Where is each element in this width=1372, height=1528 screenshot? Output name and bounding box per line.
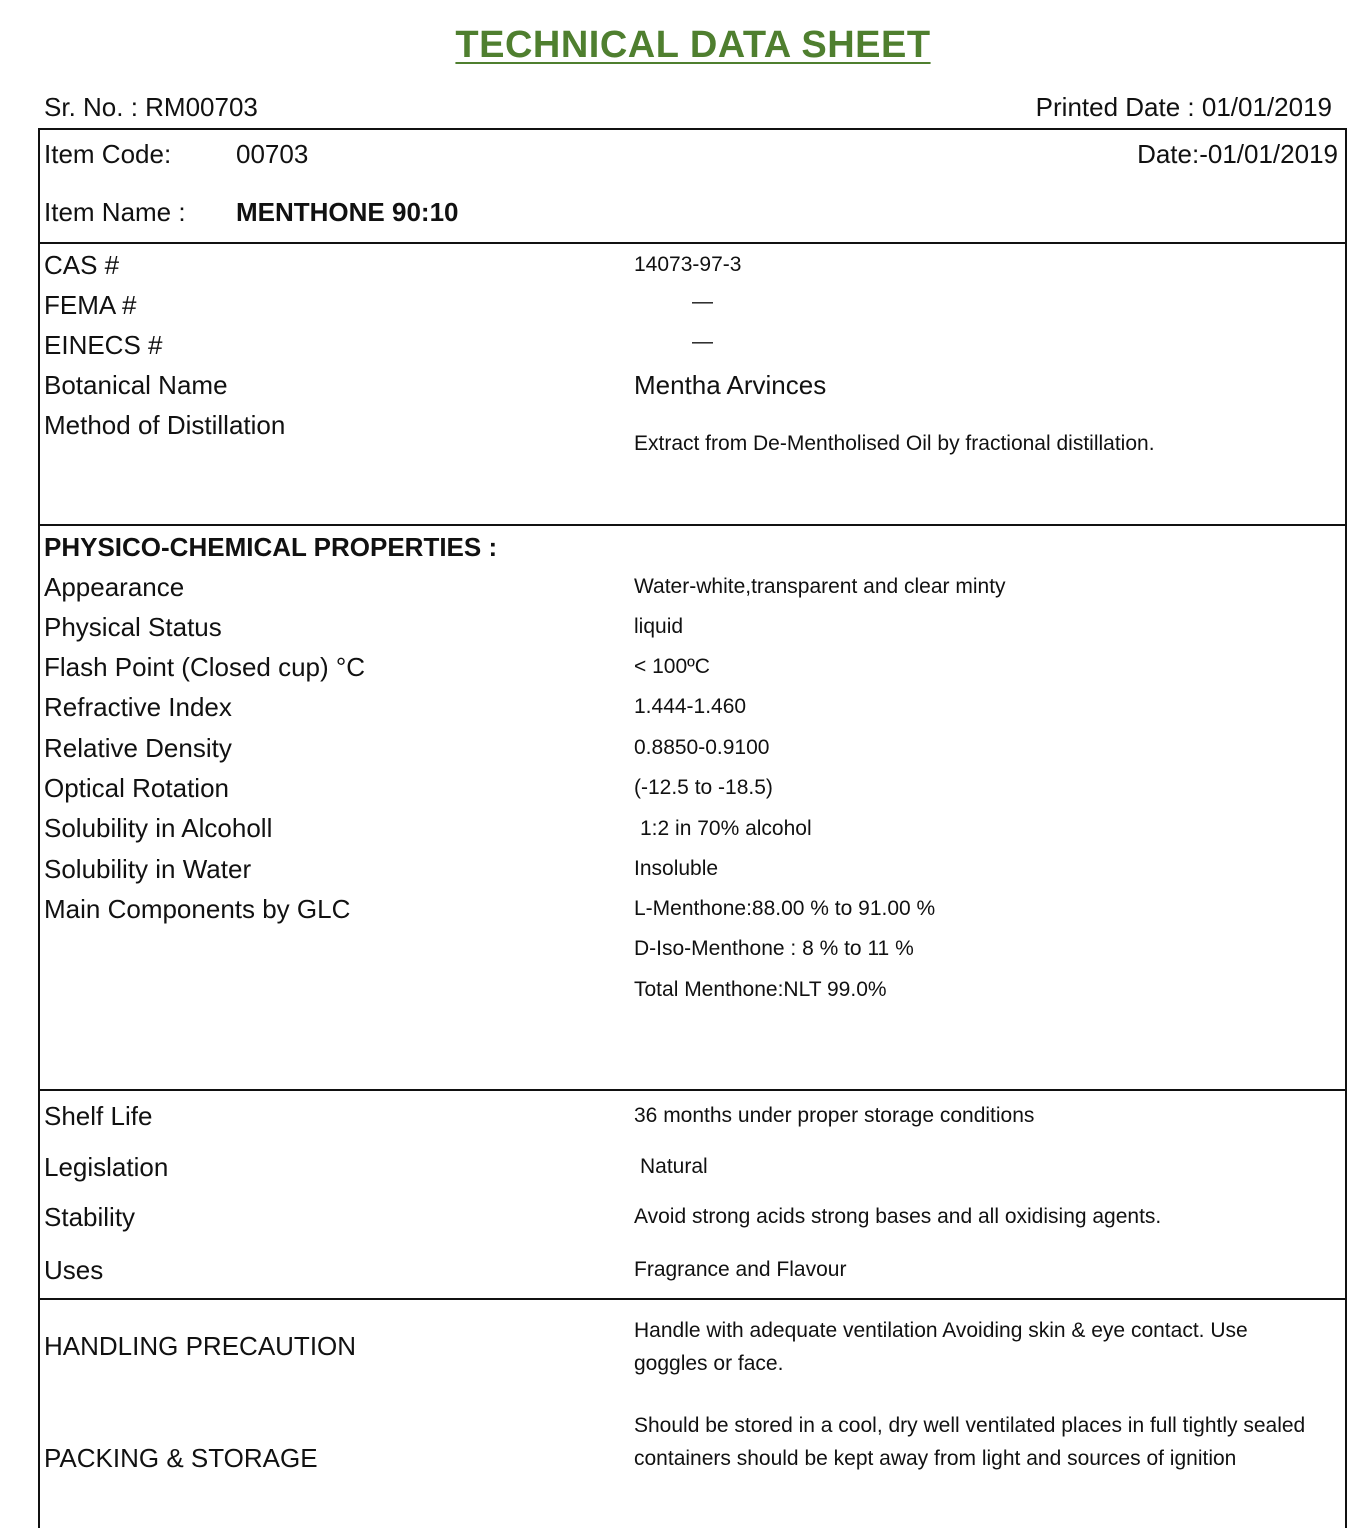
refractive-index-value: 1.444-1.460 bbox=[634, 695, 747, 718]
shelf-life-label: Shelf Life bbox=[44, 1101, 153, 1131]
optical-rotation-label: Optical Rotation bbox=[44, 773, 229, 803]
refractive-index-label: Refractive Index bbox=[44, 692, 232, 722]
divider-other bbox=[38, 1089, 1347, 1091]
botanical-name-label: Botanical Name bbox=[44, 370, 228, 400]
item-code-value: 00703 bbox=[236, 139, 309, 169]
legislation-value: Natural bbox=[640, 1155, 708, 1178]
appearance-value: Water-white,transparent and clear minty bbox=[634, 575, 1006, 598]
serial-number: Sr. No. : RM00703 bbox=[44, 92, 258, 122]
fema-value: — bbox=[692, 290, 713, 313]
main-components-label: Main Components by GLC bbox=[44, 894, 351, 924]
cas-value: 14073-97-3 bbox=[634, 253, 742, 276]
einecs-label: EINECS # bbox=[44, 330, 163, 360]
stability-label: Stability bbox=[44, 1202, 136, 1232]
relative-density-value: 0.8850-0.9100 bbox=[634, 736, 770, 759]
main-components-value: L-Menthone:88.00 % to 91.00 % bbox=[634, 897, 936, 920]
uses-label: Uses bbox=[44, 1255, 104, 1285]
solubility-alcohol-value: 1:2 in 70% alcohol bbox=[640, 817, 812, 840]
document-title: TECHNICAL DATA SHEET bbox=[455, 24, 931, 66]
relative-density-label: Relative Density bbox=[44, 733, 232, 763]
solubility-water-label: Solubility in Water bbox=[44, 854, 252, 884]
flash-point-value: < 100ºC bbox=[634, 655, 710, 678]
handling-precaution-label: HANDLING PRECAUTION bbox=[44, 1331, 357, 1361]
handling-precaution-value: Handle with adequate ventilation Avoiding skin & eye contact. Use goggles or face. bbox=[634, 1319, 1248, 1375]
solubility-water-value: Insoluble bbox=[634, 857, 719, 880]
fema-label: FEMA # bbox=[44, 290, 137, 320]
component-d-iso-menthone: D-Iso-Menthone : 8 % to 11 % bbox=[634, 937, 914, 960]
cas-label: CAS # bbox=[44, 250, 120, 280]
component-total-menthone: Total Menthone:NLT 99.0% bbox=[634, 978, 887, 1001]
distillation-label: Method of Distillation bbox=[44, 410, 286, 440]
appearance-label: Appearance bbox=[44, 572, 185, 602]
divider-handling bbox=[38, 1298, 1347, 1300]
stability-value: Avoid strong acids strong bases and all oxidising agents. bbox=[634, 1205, 1162, 1228]
physico-heading: PHYSICO-CHEMICAL PROPERTIES : bbox=[44, 532, 498, 562]
item-name-value: MENTHONE 90:10 bbox=[236, 197, 459, 227]
uses-value: Fragrance and Flavour bbox=[634, 1258, 847, 1281]
physical-status-label: Physical Status bbox=[44, 612, 222, 642]
item-name-label: Item Name : bbox=[44, 197, 186, 227]
item-code-label: Item Code: bbox=[44, 139, 172, 169]
solubility-alcohol-label: Solubility in Alcoholl bbox=[44, 813, 273, 843]
divider-physico bbox=[38, 524, 1347, 526]
einecs-value: — bbox=[692, 330, 713, 353]
item-date: Date:-01/01/2019 bbox=[1137, 139, 1338, 169]
legislation-label: Legislation bbox=[44, 1152, 169, 1182]
distillation-value: Extract from De-Mentholised Oil by fractional distillation. bbox=[634, 432, 1155, 455]
botanical-name-value: Mentha Arvinces bbox=[634, 370, 827, 400]
divider-identity bbox=[38, 242, 1347, 244]
printed-date: Printed Date : 01/01/2019 bbox=[1035, 92, 1332, 122]
flash-point-label: Flash Point (Closed cup) °C bbox=[44, 652, 366, 682]
shelf-life-value: 36 months under proper storage conditions bbox=[634, 1104, 1035, 1127]
packing-storage-value: Should be stored in a cool, dry well ventilated places in full tightly sealed containers should be kept away from light and sources of ignition bbox=[634, 1414, 1306, 1470]
optical-rotation-value: (-12.5 to -18.5) bbox=[634, 776, 773, 799]
packing-storage-label: PACKING & STORAGE bbox=[44, 1443, 318, 1473]
physical-status-value: liquid bbox=[634, 615, 684, 638]
